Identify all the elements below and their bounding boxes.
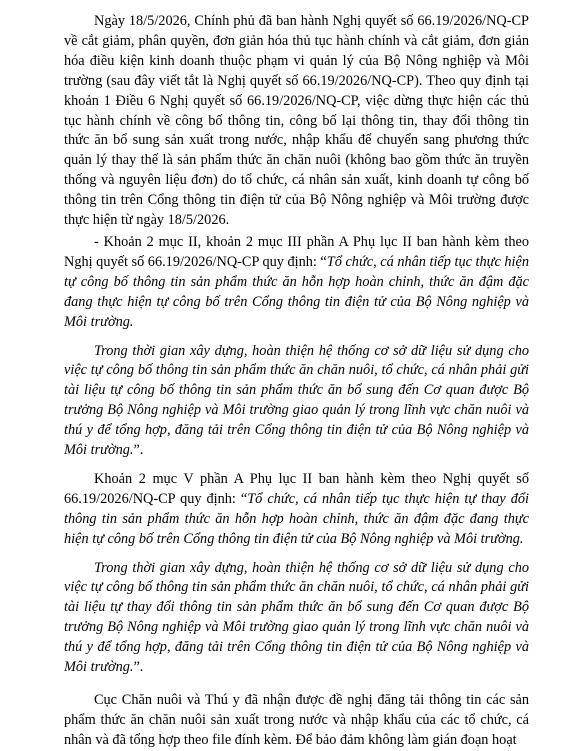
paragraph-cuc-chan-nuoi: Cục Chăn nuôi và Thú y đã nhận được đề nghị đăng tải thông tin các sản phẩm thức ăn chăn nuôi sản xuất trong nước và nhập khẩu của các tổ chức, cá nhân và đã tổng hợp theo file đính kèm. Để bảo đảm không làm gián đoạn hoạt [64,692,529,748]
document-page [64,12,529,748]
quote-close: ”. [133,442,144,459]
paragraph-lead: - Khoản 2 mục II, khoản 2 mục III phần A Phụ lục II ban hành kèm theo Nghị quyết số 66.19/2026/NQ-CP quy định: “ [64,233,529,270]
quote-close: ”. [133,659,144,676]
quoted-provision: Trong thời gian xây dựng, hoàn thiện hệ thống cơ sở dữ liệu sử dụng cho việc tự công bố thông tin sản phẩm thức ăn chăn nuôi, tổ chức, cá nhân phải gửi tài liệu tự thay đổi thông tin sản phẩm thức ăn bổ sung đến Cơ quan được Bộ trưởng Bộ Nông nghiệp và Môi trường giao quản lý trong lĩnh vực chăn nuôi và thú y để tổng hợp, đăng tải trên Cổng thông tin điện tử của Bộ Nông nghiệp và Môi trường. [64,559,529,676]
paragraph-quote-continuation [64,342,529,461]
quoted-provision: Trong thời gian xây dựng, hoàn thiện hệ thống cơ sở dữ liệu sử dụng cho việc tự công bố thông tin sản phẩm thức ăn chăn nuôi, tổ chức, cá nhân phải gửi tài liệu tự công bố thông tin sản phẩm thức ăn bổ sung đến Cơ quan được Bộ trưởng Bộ Nông nghiệp và Môi trường giao quản lý trong lĩnh vực chăn nuôi và thú y để tổng hợp, đăng tải trên Cổng thông tin điện tử của Bộ Nông nghiệp và Môi trường. [64,342,529,459]
paragraph-lead: Khoản 2 mục V phần A Phụ lục II ban hành kèm theo Nghị quyết số 66.19/2026/NQ-CP quy định: “ [64,470,529,507]
paragraph-quote-continuation [64,559,529,678]
paragraph-khoan-2-muc-v [64,470,529,550]
paragraph-khoan-2-muc-ii [64,233,529,333]
paragraph-intro: Ngày 18/5/2026, Chính phủ đã ban hành Nghị quyết số 66.19/2026/NQ-CP về cắt giảm, phân quyền, đơn giản hóa thủ tục hành chính và cắt giảm, đơn giản hóa điều kiện kinh doanh thuộc phạm vi quản lý của Bộ Nông nghiệp và Môi trường (sau đây viết tắt là Nghị quyết số 66.19/2026/NQ-CP). Theo quy định tại khoản 1 Điều 6 Nghị quyết số 66.19/2026/NQ-CP, việc dừng thực hiện các thủ tục hành chính về công bố thông tin, công bố lại thông tin, thay đổi thông tin thức ăn bổ sung sản xuất trong nước, nhập khẩu để chuyển sang phương thức quản lý thay thế là sản phẩm thức ăn chăn nuôi (không bao gồm thức ăn truyền thống và nguyên liệu đơn) do tổ chức, cá nhân sản xuất, kinh doanh tự công bố thông tin trên Cổng thông tin điện tử của Bộ Nông nghiệp và Môi trường được thực hiện từ ngày 18/5/2026. [64,13,529,229]
quoted-provision: Tổ chức, cá nhân tiếp tục thực hiện tự thay đổi thông tin sản phẩm thức ăn hỗn hợp hoàn chỉnh, thức ăn đậm đặc đang thực hiện tự công bố trên Cổng thông tin điện tử của Bộ Nông nghiệp và Môi trường. [64,490,529,547]
quoted-provision: Tổ chức, cá nhân tiếp tục thực hiện tự công bố thông tin sản phẩm thức ăn hỗn hợp hoàn chỉnh, thức ăn đậm đặc đang thực hiện tự công bố trên Cổng thông tin điện tử của Bộ Nông nghiệp và Môi trường. [64,253,529,330]
document-body [64,12,529,748]
